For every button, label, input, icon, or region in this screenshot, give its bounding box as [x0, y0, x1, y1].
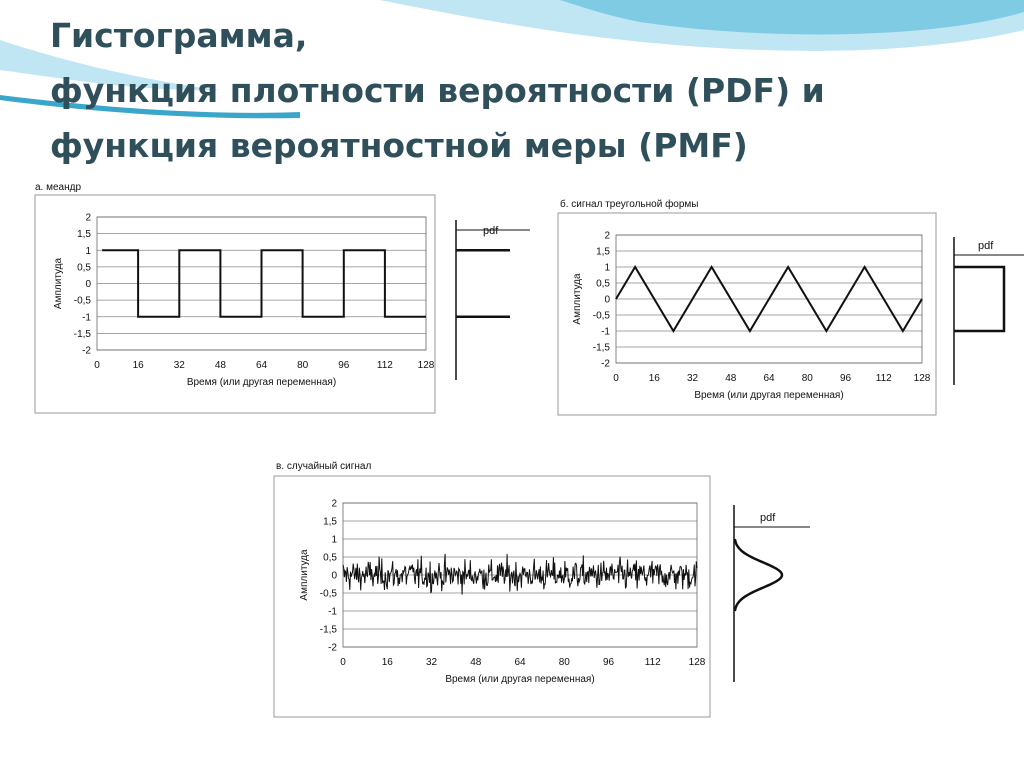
triangle-xtick-label: 80 — [801, 373, 813, 384]
triangle-ytick-label: -1 — [601, 326, 610, 338]
square-ytick-label: 0 — [85, 279, 91, 290]
square-xtick-label: 80 — [297, 360, 309, 371]
random-xtick-label: 48 — [470, 657, 482, 668]
random-xtick-label: 80 — [558, 657, 570, 668]
triangle-pdf-label: pdf — [978, 240, 994, 252]
triangle-x-axis-label: Время (или другая переменная) — [694, 390, 844, 401]
random-xtick-label: 128 — [688, 657, 706, 668]
random-x-axis-label: Время (или другая переменная) — [445, 674, 595, 685]
square-xtick-label: 16 — [132, 360, 144, 371]
square-ytick-label: 0,5 — [77, 262, 91, 274]
random-ytick-label: 1 — [331, 534, 337, 546]
title-line-2: функция плотности вероятности (PDF) и — [50, 71, 825, 110]
random-y-axis-label: Амплитуда — [299, 549, 310, 601]
random-pdf-gaussian — [735, 539, 782, 611]
random-xtick-label: 16 — [381, 657, 393, 668]
random-xtick-label: 32 — [425, 657, 438, 668]
triangle-ytick-label: 1 — [604, 262, 610, 274]
triangle-xtick-label: 48 — [725, 373, 737, 384]
random-ytick-label: -2 — [328, 642, 337, 654]
square-xtick-label: 128 — [417, 360, 435, 371]
triangle-ytick-label: 1,5 — [596, 246, 610, 258]
triangle-y-axis-label: Амплитуда — [572, 273, 583, 325]
square-ytick-label: 1,5 — [77, 229, 91, 241]
triangle-xtick-label: 96 — [839, 373, 852, 384]
square-y-axis-label: Амплитуда — [53, 257, 64, 310]
triangle-xtick-label: 128 — [913, 373, 931, 384]
square-x-axis-label: Время (или другая переменная) — [186, 377, 337, 388]
square-xtick-label: 64 — [255, 360, 268, 371]
triangle-xtick-label: 112 — [875, 373, 892, 384]
title-line-1: Гистограмма, — [50, 16, 308, 55]
square-xtick-label: 48 — [214, 360, 226, 371]
random-ytick-label: -0,5 — [319, 588, 337, 600]
random-caption: в. случайный сигнал — [276, 461, 372, 472]
triangle-ytick-label: -2 — [601, 358, 610, 370]
random-ytick-label: 1,5 — [323, 516, 337, 528]
random-ytick-label: 0,5 — [323, 552, 337, 564]
random-xtick-label: 0 — [340, 657, 346, 668]
triangle-caption: б. сигнал треугольной формы — [560, 199, 699, 210]
triangle-xtick-label: 64 — [763, 373, 775, 384]
triangle-ytick-label: -1,5 — [592, 342, 610, 354]
square-ytick-label: -2 — [82, 345, 91, 357]
random-xtick-label: 96 — [602, 657, 615, 668]
random-xtick-label: 112 — [644, 657, 661, 668]
square-xtick-label: 32 — [173, 360, 185, 371]
square-ytick-label: 2 — [85, 212, 91, 224]
triangle-ytick-label: 0 — [604, 294, 610, 306]
random-ytick-label: 0 — [331, 570, 337, 582]
square-xtick-label: 96 — [338, 360, 350, 371]
square-ytick-label: 1 — [85, 245, 91, 257]
random-pdf-label: pdf — [760, 512, 776, 524]
random-xtick-label: 64 — [514, 657, 526, 668]
square-ytick-label: -0,5 — [73, 295, 91, 307]
triangle-xtick-label: 32 — [686, 373, 699, 384]
square-pdf-label: pdf — [483, 225, 499, 237]
square-ytick-label: -1,5 — [73, 328, 91, 340]
random-ytick-label: 2 — [331, 498, 337, 510]
triangle-xtick-label: 16 — [648, 373, 660, 384]
title-line-3: функция вероятностной меры (PMF) — [50, 126, 748, 165]
triangle-ytick-label: -0,5 — [592, 310, 610, 322]
random-ytick-label: -1 — [328, 606, 337, 618]
square-xtick-label: 112 — [376, 360, 393, 371]
square-caption: а. меандр — [35, 182, 82, 193]
triangle-xtick-label: 0 — [613, 373, 619, 384]
square-ytick-label: -1 — [82, 312, 91, 324]
random-ytick-label: -1,5 — [319, 624, 337, 636]
square-xtick-label: 0 — [94, 360, 100, 371]
triangle-ytick-label: 0,5 — [596, 278, 610, 290]
triangle-ytick-label: 2 — [604, 230, 610, 242]
